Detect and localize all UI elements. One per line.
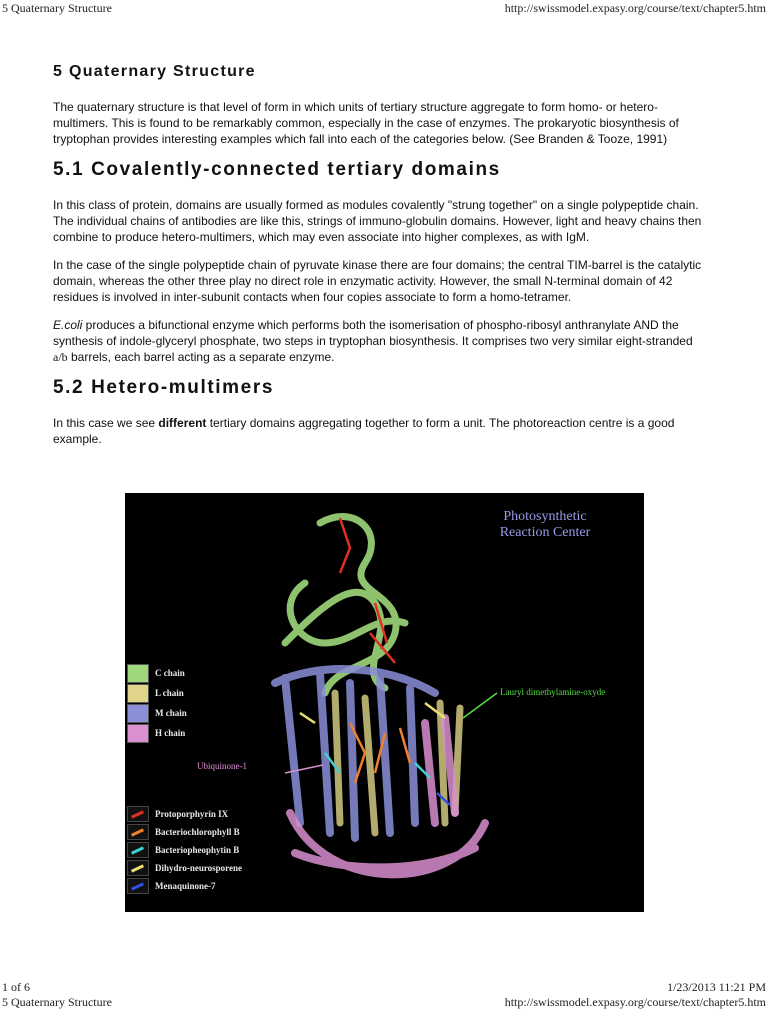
legend-protoporphyrin: Protoporphyrin IX [127, 805, 242, 823]
print-header [0, 1, 768, 17]
figure-title-line-1: Photosynthetic [503, 509, 587, 524]
section-5-heading: 5 Quaternary Structure [53, 63, 256, 80]
ubiquinone-callout: Ubiquinone-1 [197, 761, 247, 771]
l-chain-swatch [127, 684, 149, 703]
paragraph-3-text-b: barrels, each barrel acting as a separate enzyme. [67, 350, 335, 364]
bacteriochlorophyll-swatch [127, 824, 149, 840]
c-chain-swatch [127, 664, 149, 683]
section-5-1-paragraph-3 [53, 317, 710, 365]
print-header-title: 5 Quaternary Structure [2, 1, 112, 15]
legend-bacteriochlorophyll: Bacteriochlorophyll B [127, 823, 242, 841]
bacteriopheophytin-swatch [127, 842, 149, 858]
m-chain-ribbon [275, 669, 435, 838]
legend-dihydro-neurosporene: Dihydro-neurosporene [127, 859, 242, 877]
print-footer-title: 5 Quaternary Structure [2, 995, 112, 1009]
legend-h-chain: H chain [127, 723, 187, 743]
section-5-2-paragraph [53, 415, 710, 447]
photosynthetic-reaction-center-figure [125, 493, 644, 912]
legend-m-chain: M chain [127, 703, 187, 723]
h-chain-swatch [127, 724, 149, 743]
legend-menaquinone: Menaquinone-7 [127, 877, 242, 895]
section-5-2-heading: 5.2 Hetero-multimers [53, 377, 275, 398]
legend-bacteriopheophytin: Bacteriopheophytin B [127, 841, 242, 859]
legend-c-chain: C chain [127, 663, 187, 683]
figure-title-line-2: Reaction Center [499, 525, 591, 540]
paragraph-text-a: In this case we see [53, 416, 159, 430]
section-5-1-paragraph-1: In this class of protein, domains are usually formed as modules covalently "strung together" on a single polypeptide chain. The individual chains of antibodies are like this, strings of immuno-globulin domains. However, light and heavy chains then combine to produce hetero-multimers, which may even associate into higher complexes, as with IgM. [53, 198, 702, 244]
print-header-url[interactable]: http://swissmodel.expasy.org/course/text/chapter5.htm [504, 1, 766, 15]
paragraph-text-b: tertiary domains aggregating together to form a unit. The photoreaction centre is a good example. [53, 416, 675, 446]
document-body [53, 60, 710, 459]
menaquinone-swatch [127, 878, 149, 894]
section-5-1-heading: 5.1 Covalently-connected tertiary domains [53, 159, 501, 180]
figure-title [455, 509, 635, 541]
emphasis-different: different [158, 416, 207, 430]
ecoli-term: E.coli [53, 318, 83, 332]
protoporphyrin-swatch [127, 806, 149, 822]
page-count: 1 of 6 [2, 980, 30, 994]
alpha-beta-term: a/b [53, 350, 68, 364]
print-footer-url[interactable]: http://swissmodel.expasy.org/course/text/chapter5.htm [504, 995, 766, 1009]
paragraph-3-text-a: produces a bifunctional enzyme which performs both the isomerisation of phospho-ribosyl anthranylate AND the synthesis of indole-glyceryl phosphate, two steps in tryptophan biosynthesis. It comprises two very similar eight-stranded [53, 318, 693, 348]
m-chain-swatch [127, 704, 149, 723]
print-datetime: 1/23/2013 11:21 PM [667, 980, 766, 994]
ligand-legend [127, 805, 242, 895]
section-5-paragraph: The quaternary structure is that level of form in which units of tertiary structure aggregate to form homo- or hetero-multimers. This is found to be remarkably common, especially in the case of enzymes. The prokaryotic biosynthesis of tryptophan provides interesting examples which fall into each of the categories below. (See Branden & Tooze, 1991) [53, 100, 679, 146]
section-5-1-paragraph-2: In the case of the single polypeptide chain of pyruvate kinase there are four domains; the central TIM-barrel is the catalytic domain, whereas the other three play no direct role in enzymatic activity. However, the small N-terminal domain of 42 residues is involved in inter-subunit contacts when four copies associate to form a homo-tetramer. [53, 258, 702, 304]
dihydro-neurosporene-swatch [127, 860, 149, 876]
print-footer-top [0, 980, 768, 996]
lauryl-dimethylamine-callout: Lauryl dimethylamine-oxyde [500, 687, 606, 697]
chain-legend [127, 663, 187, 743]
legend-l-chain: L chain [127, 683, 187, 703]
print-footer-bottom [0, 995, 768, 1011]
